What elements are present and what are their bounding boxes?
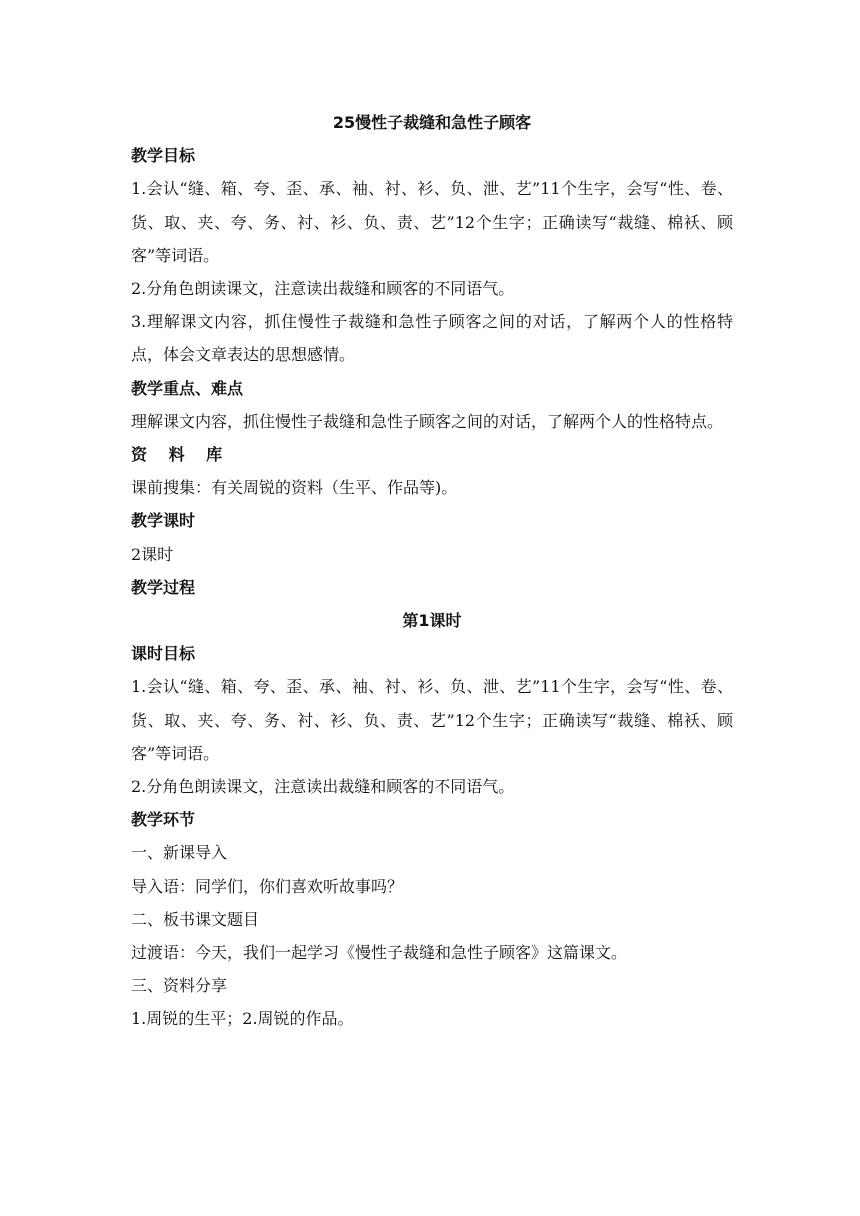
heading-key-points: 教学重点、难点 [131, 378, 244, 398]
document-title: 25慢性子裁缝和急性子顾客 [332, 113, 532, 132]
lesson-goal-item-1: 1.会认“缝、箱、夸、歪、承、袖、衬、衫、负、泄、艺”11个生字，会写“性、卷、货、取、夹、夸、务、衬、衫、负、责、艺”12个生字；正确读写“裁缝、棉袄、顾客”等词语。 [131, 677, 733, 763]
class-hours-text: 2课时 [131, 544, 174, 564]
step-3-text: 1.周锐的生平；2.周锐的作品。 [131, 1009, 354, 1029]
goal-item-2: 2.分角色朗读课文，注意读出裁缝和顾客的不同语气。 [131, 279, 515, 299]
step-1-title: 一、新课导入 [131, 843, 228, 863]
heading-resources: 资 料 库 [131, 445, 231, 465]
resources-text: 课前搜集：有关周锐的资料（生平、作品等)。 [131, 478, 458, 498]
document-page [131, 106, 733, 1036]
heading-teaching-steps: 教学环节 [131, 810, 196, 830]
step-2-title: 二、板书课文题目 [131, 909, 260, 929]
step-3-title: 三、资料分享 [131, 976, 228, 996]
step-1-text: 导入语：同学们，你们喜欢听故事吗？ [131, 876, 404, 896]
heading-class-hours: 教学课时 [131, 511, 196, 531]
lesson-goal-item-2: 2.分角色朗读课文，注意读出裁缝和顾客的不同语气。 [131, 777, 515, 797]
goal-item-3: 3.理解课文内容，抓住慢性子裁缝和急性子顾客之间的对话，了解两个人的性格特点，体会文章表达的思想感情。 [131, 312, 733, 365]
heading-teaching-goals: 教学目标 [131, 146, 196, 166]
heading-teaching-process: 教学过程 [131, 577, 196, 597]
goal-item-1: 1.会认“缝、箱、夸、歪、承、袖、衬、衫、负、泄、艺”11个生字，会写“性、卷、货、取、夹、夸、务、衬、衫、负、责、艺”12个生字；正确读写“裁缝、棉袄、顾客”等词语。 [131, 179, 733, 265]
step-2-text: 过渡语：今天，我们一起学习《慢性子裁缝和急性子顾客》这篇课文。 [131, 943, 628, 963]
heading-lesson-goals: 课时目标 [131, 644, 196, 664]
key-points-text: 理解课文内容，抓住慢性子裁缝和急性子顾客之间的对话，了解两个人的性格特点。 [131, 411, 724, 431]
lesson-title: 第1课时 [402, 611, 462, 631]
